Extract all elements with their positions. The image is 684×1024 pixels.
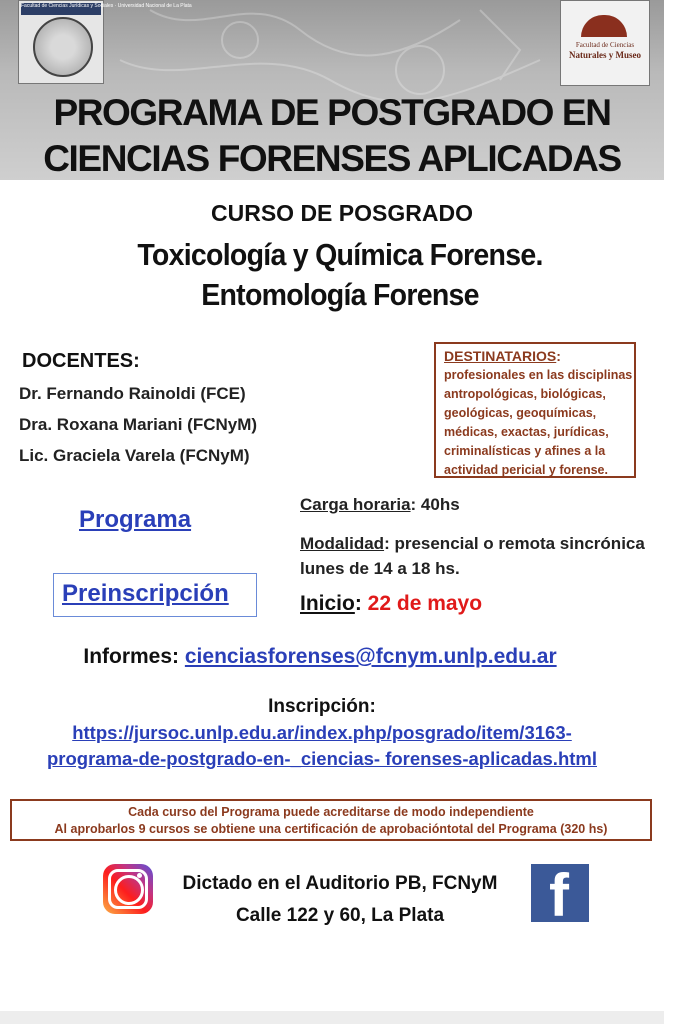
docente-item: Lic. Graciela Varela (FCNyM) — [19, 446, 250, 465]
carga-horaria-value: : 40hs — [410, 495, 460, 514]
logo-left-text: Facultad de Ciencias Jurídicas y Sociales · Universidad Nacional de La Plata — [21, 3, 101, 15]
facebook-icon[interactable] — [531, 862, 589, 929]
course-name-line1: Toxicología y Química Forense. — [137, 237, 543, 272]
inscripcion-url-line1[interactable]: https://jursoc.unlp.edu.ar/index.php/posgrado/item/3163- — [72, 722, 572, 743]
inicio-colon: : — [354, 592, 368, 615]
certificacion-box — [10, 799, 652, 841]
informes-label: Informes: — [83, 645, 185, 668]
destinatarios-line: actividad pericial y forense. — [444, 463, 608, 477]
certificacion-line1: Cada curso del Programa puede acreditarse de modo independiente — [128, 805, 534, 819]
destinatarios-line: geológicas, geoquímicas, — [444, 406, 597, 420]
inscripcion-url-line2[interactable]: programa-de-postgrado-en-_ciencias- forenses-aplicadas.html — [47, 748, 597, 769]
destinatarios-line: profesionales en las disciplinas — [444, 368, 633, 382]
destinatarios-heading — [444, 348, 634, 366]
course-name — [27, 235, 653, 315]
modalidad-value: : presencial o remota sincrónica — [384, 534, 645, 553]
docente-item: Dr. Fernando Rainoldi (FCE) — [19, 384, 246, 403]
destinatarios-colon: : — [556, 348, 561, 364]
destinatarios-line: médicas, exactas, jurídicas, — [444, 425, 609, 439]
preinscripcion-link[interactable]: Preinscripción — [62, 580, 229, 607]
programa-link[interactable]: Programa — [79, 506, 192, 533]
program-title-line1: PROGRAMA DE POSTGRADO EN — [53, 92, 611, 133]
destinatarios-box — [434, 342, 636, 478]
fcnym-logo — [560, 0, 650, 86]
venue-line1: Dictado en el Auditorio PB, FCNyM — [182, 873, 498, 894]
carga-horaria-label: Carga horaria — [300, 495, 411, 514]
docente-item: Dra. Roxana Mariani (FCNyM) — [19, 415, 258, 434]
program-title — [0, 90, 664, 182]
inicio-label: Inicio — [300, 592, 355, 615]
course-name-line2: Entomología Forense — [201, 277, 479, 312]
destinatarios-line: criminalísticas y afines a la — [444, 444, 606, 458]
fcjs-unlp-logo — [18, 0, 192, 84]
inicio-date: 22 de mayo — [367, 592, 483, 615]
modalidad-label: Modalidad — [300, 534, 385, 553]
inicio — [300, 592, 482, 616]
inscripcion-label: Inscripción: — [268, 696, 376, 717]
modalidad — [300, 534, 645, 554]
carga-horaria — [300, 495, 460, 515]
logo-right-line2: Naturales y Museo — [569, 50, 641, 60]
informes — [0, 645, 640, 669]
modalidad-horario: lunes de 14 a 18 hs. — [300, 559, 460, 578]
program-title-line2: CIENCIAS FORENSES APLICADAS — [43, 138, 621, 179]
fcnym-emblem-icon — [581, 15, 627, 37]
facebook-glyph: f — [549, 862, 569, 929]
venue-line2: Calle 122 y 60, La Plata — [235, 905, 445, 926]
course-label: CURSO DE POSGRADO — [211, 200, 473, 226]
logo-right-line1: Facultad de Ciencias — [575, 41, 635, 49]
header-band — [0, 0, 664, 180]
unlp-seal-icon — [33, 17, 93, 77]
destinatarios-line: antropológicas, biológicas, — [444, 387, 606, 401]
certificacion-line2: Al aprobarlos 9 cursos se obtiene una certificación de aprobacióntotal del Programa (320 hs) — [54, 822, 608, 836]
docentes-title: DOCENTES: — [22, 350, 140, 372]
informes-email-link[interactable]: cienciasforenses@fcnym.unlp.edu.ar — [184, 645, 557, 668]
destinatarios-title: DESTINATARIOS — [444, 348, 557, 364]
bottom-band — [0, 1011, 664, 1024]
